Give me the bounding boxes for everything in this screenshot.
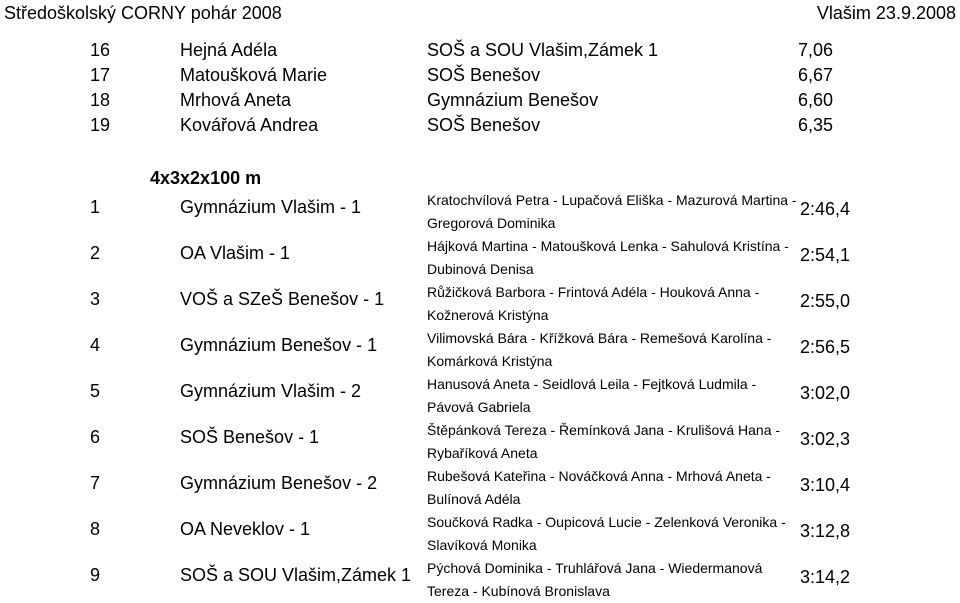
relay-members: Vilimovská Bára - Křížková Bára - Remešová Karolína - Komárková Kristýna: [427, 330, 772, 369]
relay-members: Pýchová Dominika - Truhlářová Jana - Wiedermanová Tereza - Kubínová Bronislava: [427, 560, 763, 599]
result-rank: 18: [90, 90, 111, 110]
athlete-name: Matoušková Marie: [180, 65, 328, 85]
relay-rank: 5: [90, 381, 101, 401]
relay-team: VOŠ a SZeŠ Benešov - 1: [180, 289, 385, 309]
relay-section-title: 4x3x2x100 m: [150, 168, 262, 188]
event-location-date: Vlašim 23.9.2008: [816, 3, 956, 23]
relay-rank: 8: [90, 519, 101, 539]
result-score: 6,35: [798, 115, 834, 135]
relay-time: 2:54,1: [800, 245, 851, 265]
result-rank: 16: [90, 40, 111, 60]
relay-time: 3:02,3: [800, 429, 851, 449]
relay-team: SOŠ a SOU Vlašim,Zámek 1: [180, 565, 412, 585]
relay-rank: 7: [90, 473, 101, 493]
relay-members: Součková Radka - Oupicová Lucie - Zelenková Veronika - Slavíková Monika: [427, 514, 786, 553]
result-score: 7,06: [798, 40, 834, 60]
relay-time: 2:56,5: [800, 337, 851, 357]
relay-team: OA Neveklov - 1: [180, 519, 311, 539]
school-name: Gymnázium Benešov: [427, 90, 599, 110]
result-score: 6,67: [798, 65, 834, 85]
result-rank: 17: [90, 65, 111, 85]
individual-result-row: [0, 63, 960, 88]
relay-members: Kratochvílová Petra - Lupačová Eliška - Mazurová Martina - Gregorová Dominika: [427, 192, 797, 231]
individual-result-row: [0, 38, 960, 63]
individual-result-row: [0, 113, 960, 138]
result-rank: 19: [90, 115, 111, 135]
relay-rank: 6: [90, 427, 101, 447]
relay-members: Hanusová Aneta - Seidlová Leila - Fejtková Ludmila - Pávová Gabriela: [427, 376, 757, 415]
school-name: SOŠ Benešov: [427, 65, 541, 85]
school-name: SOŠ Benešov: [427, 115, 541, 135]
relay-team: Gymnázium Vlašim - 1: [180, 197, 362, 217]
relay-rank: 4: [90, 335, 101, 355]
relay-time: 3:12,8: [800, 521, 851, 541]
relay-members: Hájková Martina - Matoušková Lenka - Sahulová Kristína - Dubinová Denisa: [427, 238, 789, 277]
relay-result-row: [0, 465, 960, 511]
relay-result-row: [0, 419, 960, 465]
relay-members: Růžičková Barbora - Frintová Adéla - Houková Anna - Kožnerová Kristýna: [427, 284, 760, 323]
relay-rank: 1: [90, 197, 101, 217]
relay-result-row: [0, 557, 960, 603]
individual-result-row: [0, 88, 960, 113]
athlete-name: Mrhová Aneta: [180, 90, 292, 110]
relay-result-row: [0, 235, 960, 281]
relay-team: Gymnázium Benešov - 2: [180, 473, 378, 493]
page-title: Středoškolský CORNY pohár 2008: [4, 3, 282, 23]
relay-time: 3:02,0: [800, 383, 851, 403]
relay-rank: 9: [90, 565, 101, 585]
relay-members: Štěpánková Tereza - Řemínková Jana - Krulišová Hana - Rybaříková Aneta: [427, 422, 781, 461]
relay-time: 2:46,4: [800, 199, 851, 219]
relay-result-row: [0, 511, 960, 557]
athlete-name: Kovářová Andrea: [180, 115, 319, 135]
relay-members: Rubešová Kateřina - Nováčková Anna - Mrhová Aneta - Bulínová Adéla: [427, 468, 771, 507]
relay-result-row: [0, 189, 960, 235]
result-score: 6,60: [798, 90, 834, 110]
relay-result-row: [0, 281, 960, 327]
relay-rank: 3: [90, 289, 101, 309]
relay-team: Gymnázium Vlašim - 2: [180, 381, 362, 401]
relay-time: 2:55,0: [800, 291, 851, 311]
relay-team: OA Vlašim - 1: [180, 243, 291, 263]
school-name: SOŠ a SOU Vlašim,Zámek 1: [427, 40, 659, 60]
relay-result-row: [0, 327, 960, 373]
relay-team: SOŠ Benešov - 1: [180, 427, 320, 447]
relay-rank: 2: [90, 243, 101, 263]
relay-time: 3:14,2: [800, 567, 851, 587]
athlete-name: Hejná Adéla: [180, 40, 278, 60]
relay-time: 3:10,4: [800, 475, 851, 495]
relay-result-row: [0, 373, 960, 419]
relay-team: Gymnázium Benešov - 1: [180, 335, 378, 355]
